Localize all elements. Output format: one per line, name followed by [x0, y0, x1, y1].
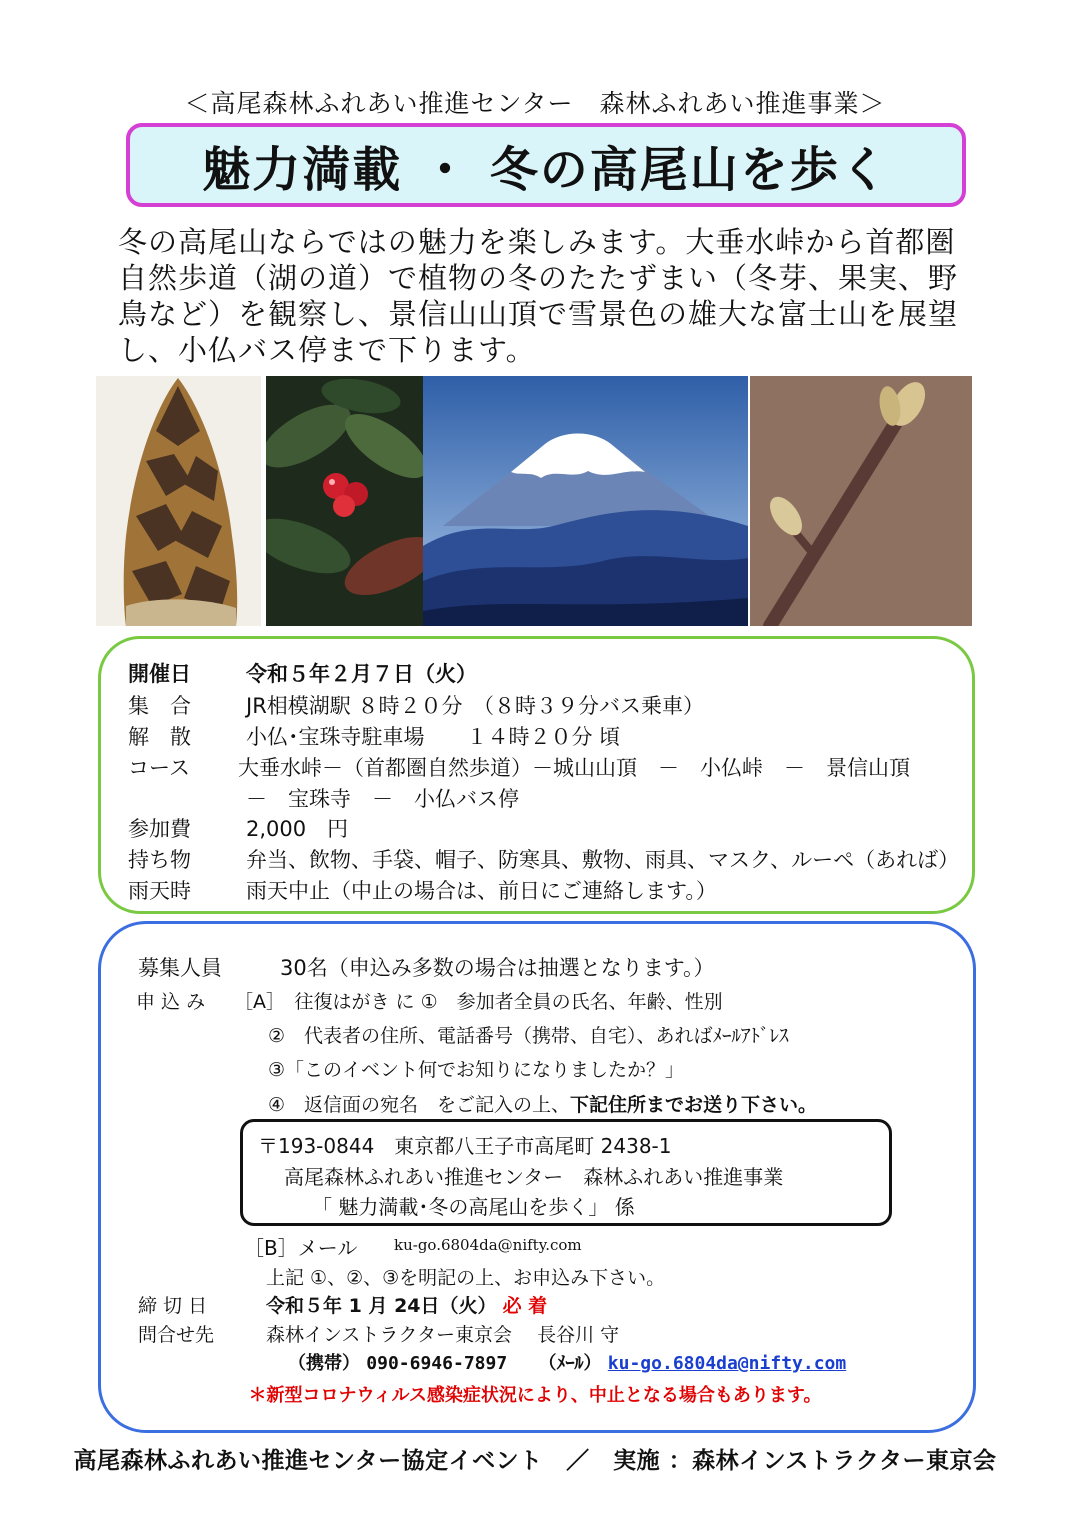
- event-title: 魅力満載 ・ 冬の高尾山を歩く: [202, 141, 890, 198]
- title-box: [126, 123, 966, 207]
- address-line3: 「 魅力満載･冬の高尾山を歩く」 係: [312, 1195, 635, 1219]
- event-subtitle: ＜高尾森林ふれあい推進センター 森林ふれあい推進事業＞: [184, 89, 886, 118]
- phone-value: 090-6946-7897: [366, 1353, 508, 1374]
- apply-item-4: [268, 1090, 817, 1117]
- address-line1: 〒193-0844 東京都八王子市高尾町 2438-1: [258, 1134, 672, 1158]
- capacity-label: 募集人員: [138, 956, 222, 980]
- mail-label: ［B］メール: [244, 1236, 358, 1260]
- address-line2: 高尾森林ふれあい推進センター 森林ふれあい推進事業: [284, 1165, 784, 1189]
- mail-address[interactable]: ku-go.6804da@nifty.com: [394, 1236, 582, 1254]
- apply-item-4-emphasis: 下記住所までお送り下さい。: [570, 1094, 818, 1116]
- meet-value: JR相模湖駅 ８時２０分 （８時３９分バス乗車）: [246, 694, 704, 718]
- intro-text: 冬の高尾山ならではの魅力を楽しみます。大垂水峠から首都圏自然歩道（湖の道）で植物の冬のたたずまい（冬芽、果実、野鳥など）を観察し、景信山山頂で雪景色の雄大な富士山を展望し、小仏バス停まで下ります。: [118, 225, 959, 367]
- apply-item-3: ③「このイベント何でお知りになりましたか？」: [268, 1059, 685, 1081]
- contact-value: 森林インストラクター東京会 長谷川 守: [266, 1324, 620, 1346]
- photo-bamboo-shoot: [96, 376, 261, 626]
- deadline-row: [266, 1291, 547, 1318]
- covid-notice: ＊新型コロナウィルス感染症状況により、中止となる場合もあります。: [248, 1385, 822, 1406]
- apply-item-2: ② 代表者の住所、電話番号（携帯、自宅）、あればﾒｰﾙｱﾄﾞﾚｽ: [268, 1025, 789, 1047]
- course-line2: － 宝珠寺 － 小仏バス停: [246, 787, 519, 811]
- rain-value: 雨天中止（中止の場合は、前日にご連絡します。）: [246, 879, 717, 903]
- fee-label: 参加費: [128, 817, 191, 841]
- date-value: 令和５年２月７日（火）: [246, 662, 477, 686]
- items-value: 弁当、飲物、手袋、帽子、防寒具、敷物、雨具、マスク、ルーペ（あれば）: [246, 848, 960, 872]
- photo-mount-fuji: [423, 376, 748, 626]
- email-label: （ﾒｰﾙ）: [538, 1353, 602, 1374]
- contact-line: [288, 1349, 846, 1375]
- dismiss-label: 解 散: [128, 725, 191, 749]
- email-link[interactable]: ku-go.6804da@nifty.com: [607, 1353, 847, 1374]
- apply-a: ［A］ 往復はがき に ① 参加者全員の氏名、年齢、性別: [234, 991, 723, 1013]
- rain-label: 雨天時: [128, 879, 191, 903]
- phone-label: （携帯）: [288, 1353, 360, 1374]
- dismiss-value: 小仏･宝珠寺駐車場 １４時２０分 頃: [246, 725, 621, 749]
- course-line1: 大垂水峠－（首都圏自然歩道）－城山山頂 － 小仏峠 － 景信山頂: [238, 756, 910, 780]
- apply-label: 申 込 み: [136, 991, 206, 1013]
- apply-item-4-text: ④ 返信面の宛名 をご記入の上、: [268, 1094, 571, 1116]
- items-label: 持ち物: [128, 848, 191, 872]
- fee-value: 2,000 円: [246, 817, 349, 841]
- deadline-note: 必 着: [502, 1295, 548, 1317]
- contact-label: 問合せ先: [138, 1324, 215, 1346]
- deadline-value: 令和５年 1 月 24日（火）: [266, 1295, 497, 1317]
- meet-label: 集 合: [128, 694, 191, 718]
- footer-text: 高尾森林ふれあい推進センター協定イベント ／ 実施 ：森林インストラクター東京会: [73, 1448, 997, 1474]
- course-label: コース: [128, 756, 190, 780]
- photo-winter-buds: [750, 376, 972, 626]
- mail-note: 上記 ①、②、③を明記の上、お申込み下さい。: [266, 1267, 666, 1289]
- deadline-label: 締 切 日: [138, 1295, 208, 1317]
- capacity-value: 30名（申込み多数の場合は抽選となります。）: [280, 956, 715, 980]
- photo-red-berries: [266, 376, 423, 626]
- date-label: 開催日: [128, 662, 191, 686]
